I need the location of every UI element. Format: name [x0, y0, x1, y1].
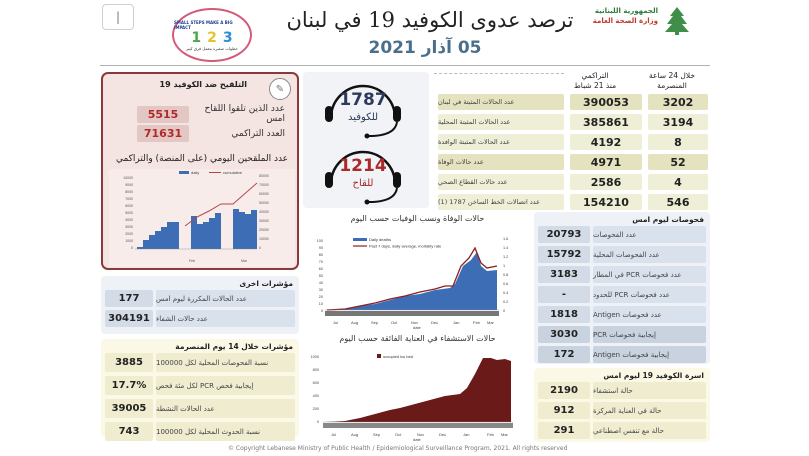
header-last-24h — [642, 71, 702, 91]
svg-text:60: 60 — [318, 267, 323, 271]
svg-text:6000: 6000 — [125, 204, 133, 208]
header-cumulative-line2: منذ 21 شباط — [573, 81, 617, 90]
svg-text:100: 100 — [316, 239, 323, 243]
last24-value: 3194 — [648, 114, 708, 130]
tests-title: فحوصات ليوم امس — [632, 215, 704, 224]
table-row — [438, 134, 708, 150]
svg-text:Jan: Jan — [463, 432, 470, 437]
local-tests-rate-value: 3885 — [105, 353, 153, 372]
svg-text:600: 600 — [312, 381, 319, 385]
other-indicators-panel — [101, 276, 299, 334]
other-indicators-title: مؤشرات اخرى — [239, 279, 293, 288]
ventilator-row — [538, 422, 706, 439]
svg-text:7000: 7000 — [125, 197, 133, 201]
step-2: 2 — [207, 29, 217, 46]
svg-text:0: 0 — [316, 420, 319, 424]
svg-text:40000: 40000 — [259, 210, 269, 214]
row-label: عدد الحالات المثبتة في لبنان — [438, 94, 564, 110]
last24-value: 4 — [648, 174, 708, 190]
row-label: عدد الحالات المثبتة الوافدة — [438, 134, 564, 150]
svg-text:40: 40 — [318, 281, 323, 285]
table-row — [438, 194, 708, 210]
header-cumulative — [560, 71, 630, 91]
row-label: عدد اتصالات الخط الساخن 1787 (1) — [438, 194, 564, 210]
covid-hotline-number: 1787 — [339, 90, 387, 110]
step-1: 1 — [191, 29, 202, 46]
svg-text:0: 0 — [259, 246, 261, 250]
ministry-name — [588, 6, 658, 26]
cumulative-value: 385861 — [570, 114, 642, 130]
svg-text:0: 0 — [131, 246, 133, 250]
table-row — [438, 174, 708, 190]
recoveries-label: عدد حالات الشفاء — [156, 310, 295, 327]
svg-text:1.4: 1.4 — [503, 246, 509, 250]
report-date: 05 آذار 2021 — [368, 38, 482, 58]
cedar-logo-icon — [662, 6, 692, 36]
table-row — [438, 114, 708, 130]
cumulative-value: 2586 — [570, 174, 642, 190]
duplicate-cases-label: عدد الحالات المكررة ليوم امس — [156, 290, 295, 307]
border-pcr-value: - — [538, 286, 590, 303]
border-pcr-row — [538, 286, 706, 303]
svg-text:10000: 10000 — [123, 176, 133, 180]
svg-text:80000: 80000 — [259, 174, 269, 178]
covid-hotline[interactable] — [317, 78, 409, 138]
ventilator-label: حالة مع تنفس اصطناعي — [593, 422, 706, 439]
last24-value: 3202 — [648, 94, 708, 110]
antigen-tests-label: عدد فحوصات Antigen — [593, 306, 706, 323]
vaccination-title: التلقيح ضد الكوفيد 19 — [159, 80, 247, 89]
svg-text:cumulative: cumulative — [223, 170, 243, 175]
svg-text:20: 20 — [318, 295, 323, 299]
svg-text:date: date — [413, 437, 421, 442]
svg-text:8000: 8000 — [125, 190, 133, 194]
pcr-positivity-row — [105, 376, 295, 395]
campaign-logo-text: SMALL STEPS MAKE A BIG IMPACT — [174, 19, 233, 30]
total-tests-label: عدد الفحوصات — [593, 226, 706, 243]
last24-value: 546 — [648, 194, 708, 210]
duplicate-cases-row — [105, 290, 295, 307]
svg-text:30: 30 — [318, 288, 323, 292]
svg-text:Mar: Mar — [487, 320, 494, 325]
svg-text:1000: 1000 — [125, 239, 133, 243]
svg-text:200: 200 — [312, 407, 319, 411]
active-cases-label: عدد الحالات النشطة — [156, 399, 295, 418]
svg-text:Sep: Sep — [371, 320, 379, 325]
svg-text:Nov: Nov — [417, 432, 425, 437]
header-24h-line2: المنصرمة — [657, 81, 687, 90]
deaths-chart — [305, 226, 530, 332]
svg-text:Jan: Jan — [453, 320, 460, 325]
cumulative-value: 4192 — [570, 134, 642, 150]
svg-text:20000: 20000 — [259, 228, 269, 232]
syringe-icon: ✎ — [269, 78, 291, 100]
svg-text:Aug: Aug — [351, 320, 359, 325]
svg-text:Dec: Dec — [439, 432, 447, 437]
svg-text:10: 10 — [318, 302, 323, 306]
svg-text:0.4: 0.4 — [503, 291, 509, 295]
svg-text:Mar: Mar — [241, 259, 248, 263]
svg-text:Feb: Feb — [487, 432, 494, 437]
vaccination-chart-title: عدد الملقحين اليومي (على المنصة) والتراكمي — [115, 154, 289, 164]
svg-text:90: 90 — [318, 246, 323, 250]
recoveries-row — [105, 310, 295, 327]
campaign-logo-subtext: خطوات صغيرة بتعمل فرق كبير — [186, 45, 238, 51]
vaccination-panel — [101, 72, 299, 270]
svg-text:50: 50 — [318, 274, 323, 278]
cases-table — [434, 68, 710, 210]
deaths-chart-title: حالات الوفاة ونسب الوفيات حسب اليوم — [350, 214, 485, 223]
local-tests-rate-row — [105, 353, 295, 372]
svg-text:Jul: Jul — [331, 432, 337, 437]
airport-pcr-label: عدد فحوصات PCR في المطار — [593, 266, 706, 283]
local-tests-rate-label: نسبة الفحوصات المحلية لكل 100000 — [156, 353, 295, 372]
antigen-positive-value: 172 — [538, 346, 590, 363]
svg-text:Daily deaths: Daily deaths — [369, 237, 392, 242]
svg-text:80: 80 — [318, 253, 323, 257]
hospitalized-row — [538, 382, 706, 399]
republic-label: الجمهورية اللبنانية — [594, 7, 658, 15]
total-tests-row — [538, 226, 706, 243]
last24-value: 8 — [648, 134, 708, 150]
svg-text:Oct: Oct — [395, 432, 402, 437]
svg-text:0: 0 — [503, 309, 506, 313]
cumulative-value: 390053 — [570, 94, 642, 110]
icu-label: حالة في العناية المركزة — [593, 402, 706, 419]
icu-row — [538, 402, 706, 419]
border-pcr-label: عدد فحوصات PCR للحدود — [593, 286, 706, 303]
icu-chart-title: حالات الاستشفاء في العناية الفائقة حسب اليوم — [339, 334, 496, 343]
copyright-footer: © Copyright Lebanese Ministry of Public Health / Epidemiological Surveillance Program, 2021. All rights reserved — [228, 445, 568, 452]
tests-panel — [534, 212, 710, 364]
airport-pcr-row — [538, 266, 706, 283]
svg-text:1.2: 1.2 — [503, 255, 509, 259]
antigen-tests-value: 1818 — [538, 306, 590, 323]
svg-text:0.2: 0.2 — [503, 300, 509, 304]
svg-text:400: 400 — [312, 394, 319, 398]
svg-text:occupied icu bed: occupied icu bed — [383, 354, 414, 359]
svg-text:daily: daily — [191, 170, 200, 175]
pcr-positivity-value: 17.7% — [105, 376, 153, 395]
ventilator-value: 291 — [538, 422, 590, 439]
table-row — [438, 154, 708, 170]
svg-text:1: 1 — [503, 264, 506, 268]
pcr-positive-value: 3030 — [538, 326, 590, 343]
svg-text:0.6: 0.6 — [503, 282, 509, 286]
table-row — [438, 94, 708, 110]
svg-text:70000: 70000 — [259, 183, 269, 187]
svg-text:800: 800 — [312, 368, 319, 372]
incidence-rate-row — [105, 422, 295, 441]
vaccinated-yesterday-row — [137, 104, 285, 124]
covid-beds-panel — [534, 368, 710, 442]
header-divider — [100, 65, 710, 66]
row-label: عدد الحالات المثبتة المحلية — [438, 114, 564, 130]
cumulative-value: 4971 — [570, 154, 642, 170]
menu-icon: | — [115, 10, 121, 24]
svg-text:Sep: Sep — [373, 432, 381, 437]
header-cumulative-line1: التراكمي — [581, 71, 609, 80]
local-tests-label: عدد الفحوصات المحلية — [593, 246, 706, 263]
vaccinated-yesterday-label: عدد الذين تلقوا اللقاح امس — [204, 104, 285, 124]
hospitalized-value: 2190 — [538, 382, 590, 399]
local-tests-row — [538, 246, 706, 263]
vaccinated-cumulative-value: 71631 — [137, 125, 189, 142]
svg-text:70: 70 — [318, 260, 323, 264]
svg-text:Nov: Nov — [411, 320, 419, 325]
icu-value: 912 — [538, 402, 590, 419]
svg-text:Aug: Aug — [351, 432, 359, 437]
hotlines-panel — [303, 72, 429, 208]
recoveries-value: 304191 — [105, 310, 153, 327]
svg-text:Mar: Mar — [501, 432, 508, 437]
indicators-14-days-title: مؤشرات خلال 14 يوم المنصرمة — [175, 342, 293, 351]
vaccinated-cumulative-row — [137, 125, 285, 142]
last24-value: 52 — [648, 154, 708, 170]
indicators-14-days-panel — [101, 339, 299, 437]
ministry-label: وزارة الصحة العامة — [592, 17, 658, 25]
pcr-positive-row — [538, 326, 706, 343]
row-label: عدد حالات القطاع الصحي — [438, 174, 564, 190]
row-label: عدد حالات الوفاة — [438, 154, 564, 170]
vaccine-hotline[interactable] — [317, 144, 409, 204]
active-cases-value: 39005 — [105, 399, 153, 418]
svg-text:0: 0 — [320, 309, 323, 313]
svg-text:Oct: Oct — [391, 320, 398, 325]
antigen-tests-row — [538, 306, 706, 323]
menu-button[interactable] — [102, 4, 134, 30]
header-dashed-line — [434, 73, 564, 74]
total-tests-value: 20793 — [538, 226, 590, 243]
pcr-positivity-label: إيجابية فحص PCR لكل مئة فحص — [156, 376, 295, 395]
svg-text:Jul: Jul — [333, 320, 339, 325]
svg-text:5000: 5000 — [125, 211, 133, 215]
covid-beds-title: اسرة الكوفيد 19 ليوم امس — [603, 371, 704, 380]
incidence-rate-label: نسبة الحدوث المحلية لكل 100000 — [156, 422, 295, 441]
svg-text:Dec: Dec — [431, 320, 439, 325]
vaccine-hotline-label: للقاح — [352, 178, 374, 189]
svg-text:9000: 9000 — [125, 183, 133, 187]
svg-text:30000: 30000 — [259, 219, 269, 223]
svg-text:Feb: Feb — [189, 259, 196, 263]
svg-text:1.6: 1.6 — [503, 237, 509, 241]
active-cases-row — [105, 399, 295, 418]
svg-text:1000: 1000 — [310, 355, 319, 359]
cumulative-value: 154210 — [570, 194, 642, 210]
vaccinated-yesterday-value: 5515 — [137, 106, 189, 123]
airport-pcr-value: 3183 — [538, 266, 590, 283]
svg-text:date: date — [413, 325, 421, 330]
campaign-logo — [172, 8, 252, 62]
svg-text:50000: 50000 — [259, 201, 269, 205]
local-tests-value: 15792 — [538, 246, 590, 263]
step-3: 3 — [222, 29, 233, 46]
vaccinated-cumulative-label: العدد التراكمي — [231, 128, 285, 139]
duplicate-cases-value: 177 — [105, 290, 153, 307]
svg-text:Feb: Feb — [473, 320, 480, 325]
svg-text:0.8: 0.8 — [503, 273, 509, 277]
antigen-positive-label: إيجابية فحوصات Antigen — [593, 346, 706, 363]
svg-text:10000: 10000 — [259, 237, 269, 241]
vaccine-hotline-number: 1214 — [339, 156, 387, 176]
pcr-positive-label: إيجابية فحوصات PCR — [593, 326, 706, 343]
svg-text:3000: 3000 — [125, 225, 133, 229]
hospitalized-label: حالة استشفاء — [593, 382, 706, 399]
svg-text:2000: 2000 — [125, 232, 133, 236]
icu-chart — [305, 346, 530, 442]
svg-text:Past 7 days, daily average, mo: Past 7 days, daily average, mortality rate — [369, 243, 442, 249]
header-24h-line1: خلال 24 ساعة — [649, 71, 695, 80]
svg-text:4000: 4000 — [125, 218, 133, 222]
svg-text:60000: 60000 — [259, 192, 269, 196]
page-title: ترصد عدوى الكوفيد 19 في لبنان — [286, 8, 574, 32]
covid-hotline-label: للكوفيد — [347, 112, 379, 123]
antigen-positive-row — [538, 346, 706, 363]
incidence-rate-value: 743 — [105, 422, 153, 441]
vaccination-chart — [109, 169, 295, 267]
